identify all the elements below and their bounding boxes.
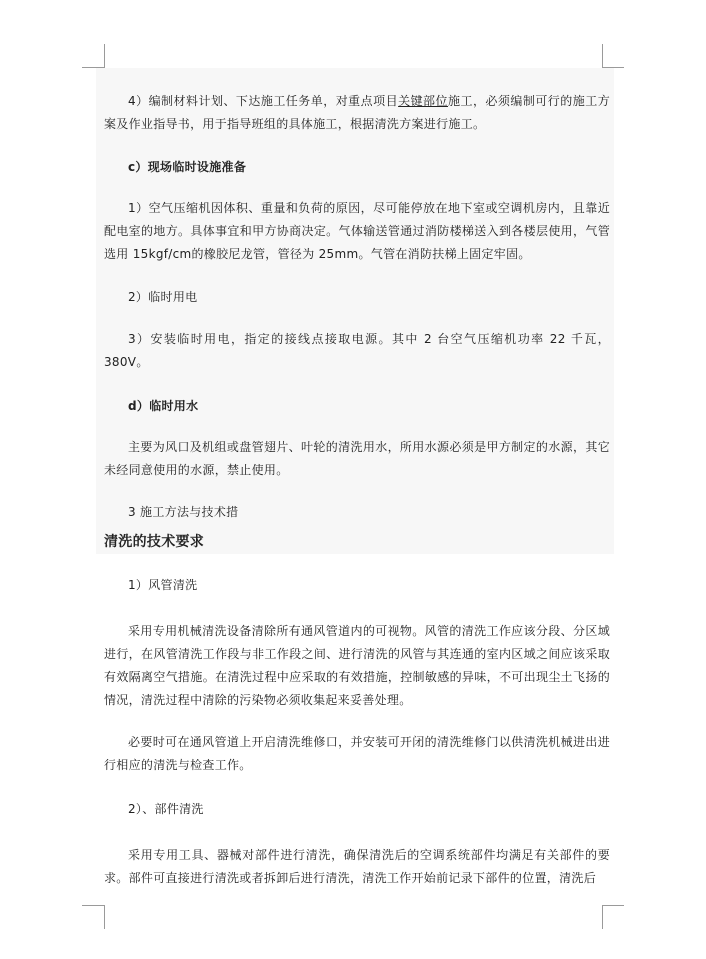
paragraph-duct-cleaning: 采用专用机械清洗设备清除所有通风管道内的可视物。风管的清洗工作应该分段、分区域进行，在风管清洗工作段与非工作段之间、进行清洗的风管与其连通的室内区域之间应该采取有效隔离空气措施。在清洗过程中应采取的有效措施，控制敏感的异味，不可出现尘土飞扬的情况，清洗过程中清除的污染物必须收集起来妥善处理。 bbox=[104, 624, 610, 707]
corner-mark-bottom-right-h bbox=[602, 905, 624, 906]
keyword-critical-part: 关键部位 bbox=[398, 94, 448, 108]
corner-mark-bottom-left-h bbox=[82, 905, 104, 906]
paragraph-install-power: 3）安装临时用电，指定的接线点接取电源。其中 2 台空气压缩机功率 22 千瓦，380V。 bbox=[104, 332, 610, 369]
heading-technical-requirements: 清洗的技术要求 bbox=[104, 534, 205, 550]
paragraph-temporary-power: 2）临时用电 bbox=[128, 290, 198, 304]
materials-text-2: 施工，必须编制可行的施工方案及作业指导书，用于指导班组的具体施工，根据清洗方案进行施工。 bbox=[104, 94, 610, 131]
corner-mark-top-left-h bbox=[82, 67, 104, 68]
paragraph-water-usage: 主要为风口及机组或盘管翅片、叶轮的清洗用水，所用水源必须是甲方制定的水源，其它未经同意使用的水源，禁止使用。 bbox=[104, 440, 610, 477]
paragraph-compressor: 1）空气压缩机因体积、重量和负荷的原因，尽可能停放在地下室或空调机房内，且靠近配电室的地方。具体事宜和甲方协商决定。气体输送管通过消防楼梯送入到各楼层使用，气管选用 15kgf/cm的橡胶尼龙管，管径为 25mm。气管在消防扶梯上固定牢固。 bbox=[104, 201, 610, 261]
materials-text-1: 4）编制材料计划、下达施工任务单，对重点项目 bbox=[128, 94, 399, 108]
paragraph-parts-cleaning: 采用专用工具、器械对部件进行清洗，确保清洗后的空调系统部件均满足有关部件的要求。部件可直接进行清洗或者拆卸后进行清洗，清洗工作开始前记录下部件的位置，清洗后 bbox=[104, 848, 610, 885]
paragraph-materials-plan bbox=[104, 90, 610, 136]
corner-mark-bottom-right bbox=[602, 905, 603, 929]
corner-mark-bottom-left bbox=[104, 905, 105, 929]
heading-temporary-water: d）临时用水 bbox=[128, 399, 199, 413]
paragraph-access-door: 必要时可在通风管道上开启清洗维修口，并安装可开闭的清洗维修门以供清洗机械进出进行相应的清洗与检查工作。 bbox=[104, 735, 610, 772]
heading-site-preparation: c）现场临时设施准备 bbox=[128, 160, 247, 174]
paragraph-duct-cleaning-title: 1）风管清洗 bbox=[128, 578, 198, 592]
paragraph-parts-cleaning-title: 2）、部件清洗 bbox=[128, 802, 204, 816]
paragraph-section-3: 3 施工方法与技术措 bbox=[128, 505, 239, 519]
corner-mark-top-right-h bbox=[602, 67, 624, 68]
corner-mark-top-left bbox=[104, 44, 105, 68]
corner-mark-top-right bbox=[602, 44, 603, 68]
